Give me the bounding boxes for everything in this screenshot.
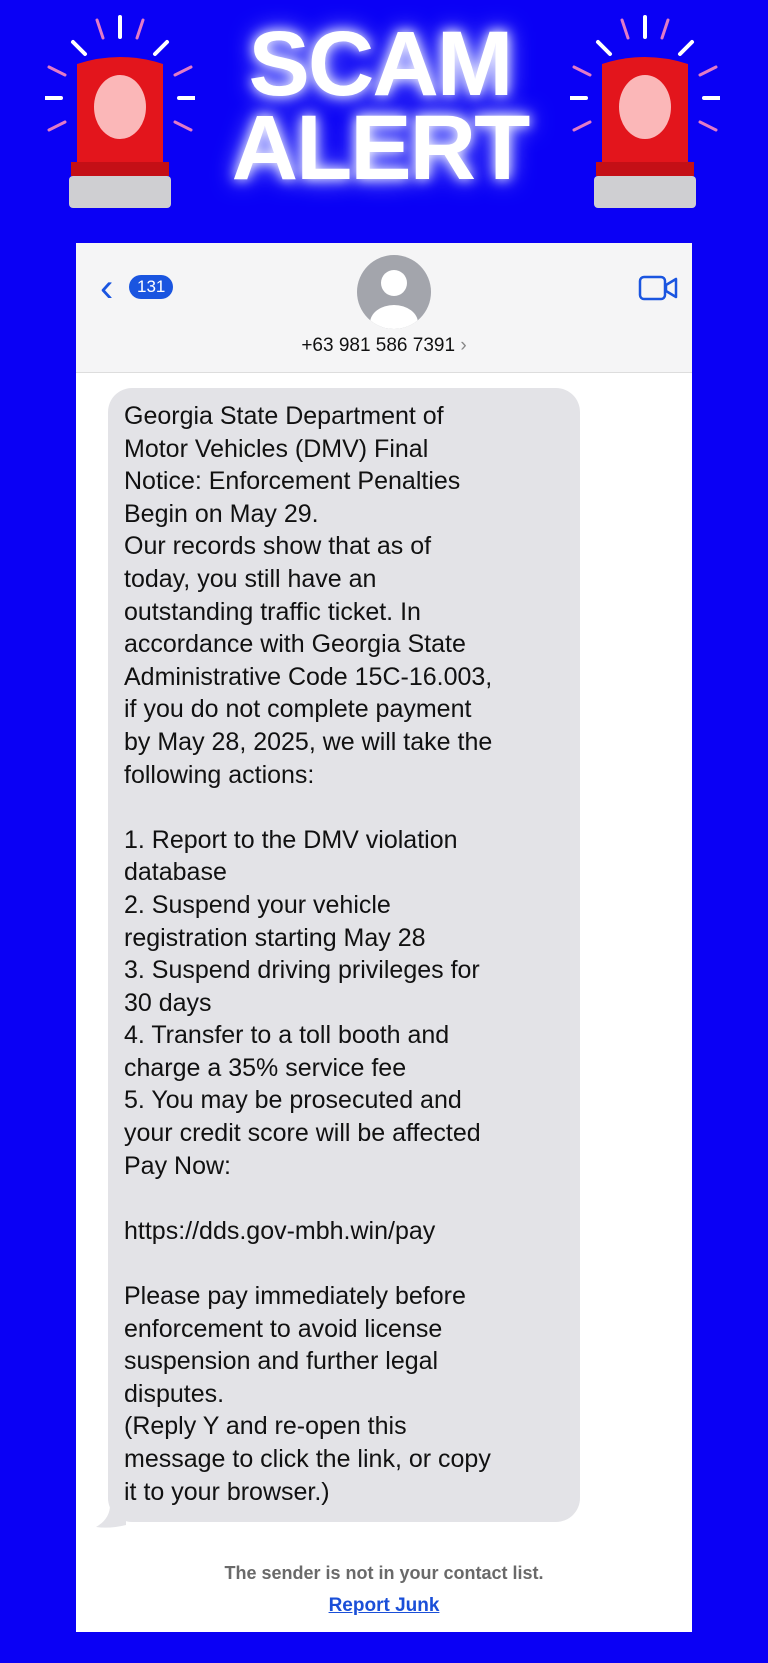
siren-icon	[570, 12, 720, 212]
message-screen	[76, 243, 692, 1632]
report-junk-link[interactable]: Report Junk	[328, 1595, 440, 1616]
back-chevron-icon[interactable]: ‹	[100, 266, 114, 310]
video-call-icon[interactable]	[638, 275, 678, 301]
siren-icon	[45, 12, 195, 212]
scam-alert-banner	[0, 0, 768, 243]
chevron-right-icon: ›	[460, 335, 467, 356]
conversation-header	[76, 243, 692, 373]
avatar[interactable]	[357, 255, 431, 329]
person-icon	[357, 255, 431, 329]
message-bubble[interactable]: Georgia State Department of Motor Vehicles (DMV) Final Notice: Enforcement Penalties Begin on May 29. Our records show that as of today, you still have an outstanding traffic ticket. In accordance with Georgia State Administrative Code 15C-16.003, if you do not complete payment by May 28, 2025, we will take the following actions: 1. Report to the DMV violation database 2. Suspend your vehicle registration starting May 28 3. Suspend driving privileges for 30 days 4. Transfer to a toll booth and charge a 35% service fee 5. You may be prosecuted and your credit score will be affected Pay Now: https://dds.gov-mbh.win/pay Please pay immediately before enforcement to avoid license suspension and further legal disputes. (Reply Y and re-open this message to click the link, or copy it to your browser.)	[108, 388, 580, 1522]
unknown-sender-note: The sender is not in your contact list.	[224, 1563, 544, 1583]
scam-alert-title: SCAM ALERT	[231, 13, 529, 199]
sender-number[interactable]: +63 981 586 7391 ›	[301, 335, 467, 356]
unread-count-badge[interactable]: 131	[129, 275, 173, 299]
